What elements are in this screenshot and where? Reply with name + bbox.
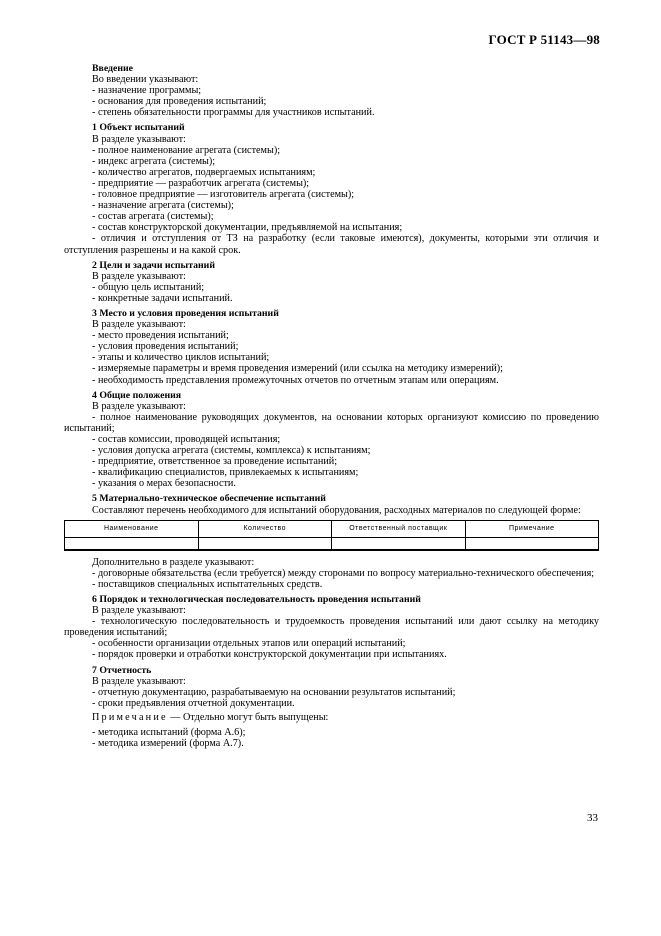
list-item: - головное предприятие — изготовитель агрегата (системы); bbox=[92, 189, 355, 201]
supply-form-table bbox=[64, 520, 599, 551]
list-item: - технологическую последовательность и трудоемкость проведения испытаний или дают ссылку на методику проведения испытаний; bbox=[64, 616, 599, 639]
list-item: - полное наименование руководящих документов, на основании которых организуют комиссию по проведению испытаний; bbox=[64, 411, 599, 434]
page-content bbox=[64, 63, 599, 749]
table-cell bbox=[465, 537, 599, 550]
list-item: - предприятие, ответственное за проведение испытаний; bbox=[92, 456, 338, 468]
section-lead: В разделе указывают: bbox=[92, 319, 186, 331]
section-lead: Составляют перечень необходимого для испытаний оборудования, расходных материалов по следующей форме: bbox=[92, 504, 581, 516]
list-item: - этапы и количество циклов испытаний; bbox=[92, 352, 270, 364]
list-item: - конкретные задачи испытаний. bbox=[92, 292, 233, 304]
list-item: - поставщиков специальных испытательных средств. bbox=[92, 578, 323, 590]
section-lead: В разделе указывают: bbox=[92, 400, 186, 412]
section-title-6: 6 Порядок и технологическая последовательность проведения испытаний bbox=[92, 593, 421, 605]
list-item: - квалификацию специалистов, привлекаемых к испытаниям; bbox=[92, 467, 359, 479]
table-cell bbox=[332, 537, 466, 550]
list-item: - порядок проверки и отработки конструкторской документации при испытаниях. bbox=[92, 649, 447, 661]
list-item: - назначение программы; bbox=[92, 85, 202, 97]
section-lead: Дополнительно в разделе указывают: bbox=[92, 556, 255, 568]
table-cell bbox=[198, 537, 332, 550]
column-header-quantity: Количество bbox=[198, 520, 332, 537]
section-lead: В разделе указывают: bbox=[92, 605, 186, 617]
section-title-7: 7 Отчетность bbox=[92, 664, 152, 676]
list-item: - измеряемые параметры и время проведения измерений (или ссылка на методику измерений); bbox=[92, 363, 504, 375]
list-item: - договорные обязательства (если требуется) между сторонами по вопросу материально-технического обеспечения; bbox=[92, 567, 595, 579]
section-title-3: 3 Место и условия проведения испытаний bbox=[92, 307, 279, 319]
list-item: - условия проведения испытаний; bbox=[92, 341, 239, 353]
list-item: - предприятие — разработчик агрегата (системы); bbox=[92, 177, 310, 189]
section-lead: В разделе указывают: bbox=[92, 270, 186, 282]
list-item: - основания для проведения испытаний; bbox=[92, 96, 267, 108]
column-header-name: Наименование bbox=[65, 520, 199, 537]
page-number: 33 bbox=[587, 812, 598, 824]
list-item: - методика испытаний (форма А.6); bbox=[92, 726, 246, 738]
note-label: Примечание bbox=[92, 711, 168, 723]
list-item: - полное наименование агрегата (системы); bbox=[92, 144, 281, 156]
list-item: - указания о мерах безопасности. bbox=[92, 478, 236, 490]
section-title-4: 4 Общие положения bbox=[92, 389, 182, 401]
table-cell bbox=[65, 537, 199, 550]
intro-lead: Во введении указывают: bbox=[92, 74, 199, 86]
list-item: - количество агрегатов, подвергаемых испытаниям; bbox=[92, 166, 316, 178]
section-title-5: 5 Материально-техническое обеспечение испытаний bbox=[92, 493, 326, 505]
list-item: - степень обязательности программы для участников испытаний. bbox=[92, 107, 375, 119]
column-header-supplier: Ответственный поставщик bbox=[332, 520, 466, 537]
list-item: - особенности организации отдельных этапов или операций испытаний; bbox=[92, 638, 406, 650]
list-item: - место проведения испытаний; bbox=[92, 330, 229, 342]
list-item: - назначение агрегата (системы); bbox=[92, 200, 234, 212]
section-title-intro: Введение bbox=[92, 63, 133, 74]
column-header-note: Примечание bbox=[465, 520, 599, 537]
section-lead: В разделе указывают: bbox=[92, 675, 186, 687]
list-item: - необходимость представления промежуточных отчетов по отчетным этапам или операциям. bbox=[92, 374, 499, 386]
list-item: - отчетную документацию, разрабатываемую на основании результатов испытаний; bbox=[92, 686, 456, 698]
list-item: - состав комиссии, проводящей испытания; bbox=[92, 434, 281, 445]
document-code: ГОСТ Р 51143—98 bbox=[488, 32, 600, 47]
table-row bbox=[65, 537, 599, 550]
section-title-1: 1 Объект испытаний bbox=[92, 122, 185, 134]
note bbox=[92, 712, 599, 723]
note-text: — Отдельно могут быть выпущены: bbox=[167, 711, 329, 723]
list-item: - сроки предъявления отчетной документации. bbox=[92, 697, 295, 709]
list-item: - индекс агрегата (системы); bbox=[92, 155, 216, 167]
list-item: - состав агрегата (системы); bbox=[92, 211, 214, 223]
section-lead: В разделе указывают: bbox=[92, 133, 186, 145]
list-item: - состав конструкторской документации, предъявляемой на испытания; bbox=[92, 222, 403, 234]
list-item: - общую цель испытаний; bbox=[92, 281, 205, 293]
list-item: - отличия и отступления от ТЗ на разработку (если таковые имеются), документы, которыми эти отличия и отступления разрешены и на какой срок. bbox=[64, 233, 599, 256]
section-title-2: 2 Цели и задачи испытаний bbox=[92, 259, 215, 271]
list-item: - методика измерений (форма А.7). bbox=[92, 738, 244, 750]
list-item: - условия допуска агрегата (системы, комплекса) к испытаниям; bbox=[92, 445, 371, 457]
